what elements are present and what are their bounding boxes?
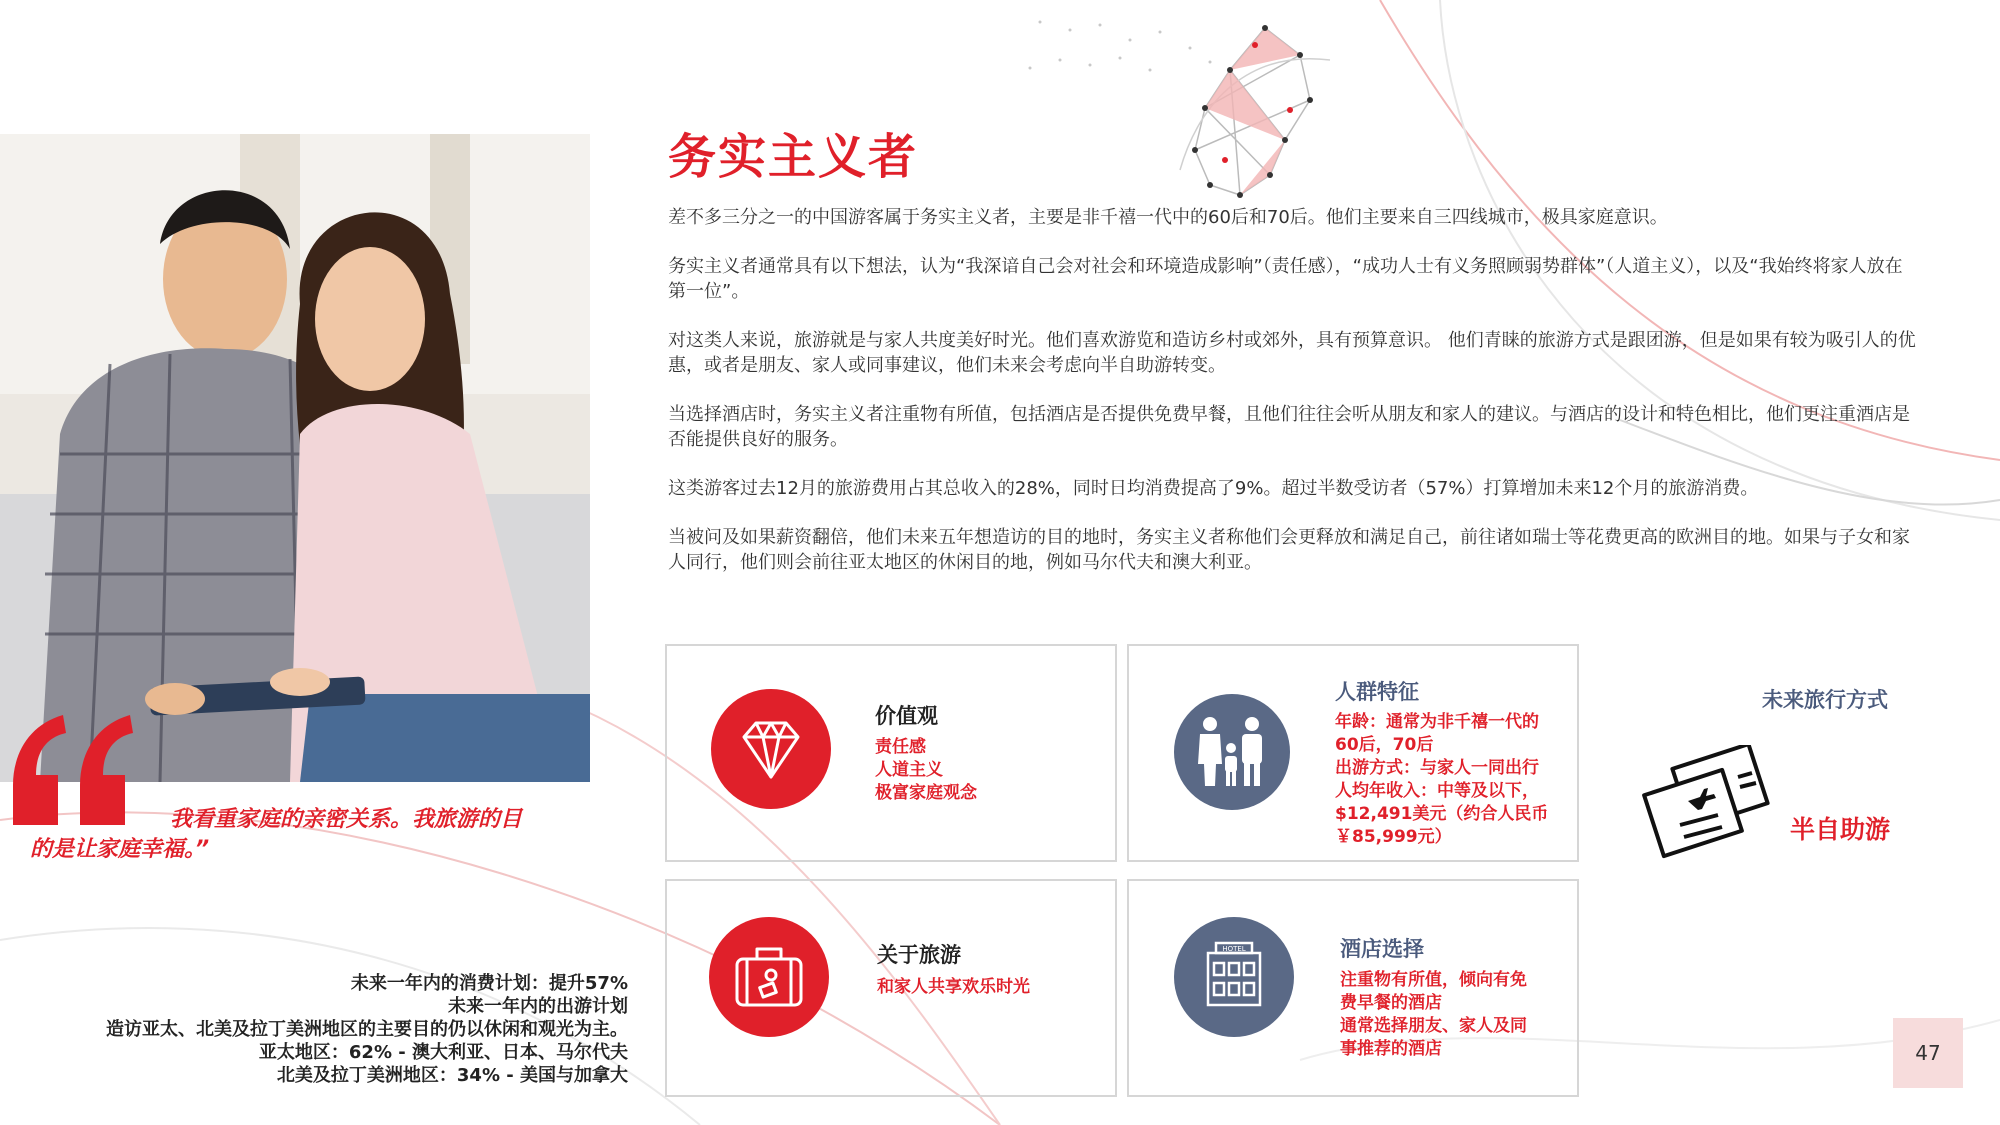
stats-line: 北美及拉丁美洲地区：34% - 美国与加拿大: [276, 1065, 628, 1086]
demographics-icon-circle: [1174, 694, 1290, 810]
diamond-icon: [711, 689, 831, 809]
demographics-item: 60后，70后: [1335, 735, 1434, 755]
demographics-item: 年龄：通常为非千禧一代的: [1335, 712, 1539, 732]
values-card: [665, 644, 1117, 862]
demographics-item: $12,491美元（约合人民币: [1335, 804, 1549, 824]
hotel-card: [1127, 879, 1579, 1097]
hotel-icon: [1174, 917, 1294, 1037]
hotel-title: 酒店选择: [1340, 937, 1424, 961]
travel-icon-circle: [709, 917, 829, 1037]
stats-line: 未来一年内的消费计划：提升57%: [350, 973, 628, 994]
travel-title: 关于旅游: [877, 943, 961, 967]
values-icon-circle: [711, 689, 831, 809]
hotel-item: 事推荐的酒店: [1340, 1039, 1442, 1059]
hotel-item: 费早餐的酒店: [1340, 993, 1442, 1013]
tickets-icon: [1640, 745, 1780, 875]
quote-line-1: 我看重家庭的亲密关系。我旅游的目: [170, 807, 523, 832]
page-title: 务实主义者: [668, 129, 919, 185]
paragraph: 当被问及如果薪资翻倍，他们未来五年想造访的目的地时，务实主义者称他们会更释放和满足自己，前往诸如瑞士等花费更高的欧洲目的地。如果与子女和家人同行，他们则会前往亚太地区的休闲目的地，例如马尔代夫和澳大利亚。: [668, 527, 1910, 573]
couple-photo: [0, 134, 590, 782]
demographics-card: [1127, 644, 1579, 862]
travel-stats: [0, 972, 628, 1087]
travel-card: [665, 879, 1117, 1097]
paragraph: 差不多三分之一的中国游客属于务实主义者，主要是非千禧一代中的60后和70后。他们主要来自三四线城市，极具家庭意识。: [668, 207, 1668, 228]
hotel-icon-circle: [1174, 917, 1294, 1037]
paragraph: 对这类人来说，旅游就是与家人共度美好时光。他们喜欢游览和造访乡村或郊外，具有预算意识。 他们青睐的旅游方式是跟团游，但是如果有较为吸引人的优惠，或者是朋友、家人或同事建议，他们未来会考虑向半自助游转变。: [668, 330, 1916, 376]
future-travel-title: 未来旅行方式: [1762, 688, 1888, 712]
future-travel-mode: 半自助游: [1790, 815, 1891, 844]
stats-line: 造访亚太、北美及拉丁美洲地区的主要目的仍以休闲和观光为主。: [106, 1019, 628, 1040]
hotel-sign: HOTEL: [1222, 945, 1246, 953]
travel-item: 和家人共享欢乐时光: [877, 977, 1030, 997]
values-item: 责任感: [875, 737, 926, 757]
travel-list: [877, 976, 1030, 999]
paragraph: 务实主义者通常具有以下想法，认为“我深谙自己会对社会和环境造成影响”（责任感），“成功人士有义务照顾弱势群体”（人道主义），以及“我始终将家人放在第一位”。: [668, 256, 1903, 302]
stats-line: 亚太地区：62% - 澳大利亚、日本、马尔代夫: [258, 1042, 628, 1063]
stats-line: 未来一年内的出游计划: [448, 996, 628, 1017]
page-number: 47: [1893, 1018, 1963, 1088]
demographics-item: 出游方式：与家人一同出行: [1335, 758, 1539, 778]
demographics-item: 人均年收入：中等及以下，: [1335, 781, 1539, 801]
paragraph: 当选择酒店时，务实主义者注重物有所值，包括酒店是否提供免费早餐，且他们往往会听从朋友和家人的建议。与酒店的设计和特色相比，他们更注重酒店是否能提供良好的服务。: [668, 404, 1910, 450]
demographics-list: [1335, 711, 1548, 849]
family-icon: [1174, 694, 1290, 810]
values-list: [875, 736, 977, 805]
hotel-list: [1340, 969, 1527, 1061]
paragraph: 这类游客过去12月的旅游费用占其总收入的28%，同时日均消费提高了9%。超过半数受访者（57%）打算增加未来12个月的旅游消费。: [668, 478, 1759, 499]
values-item: 人道主义: [875, 760, 943, 780]
values-title: 价值观: [875, 704, 938, 728]
demographics-item: ￥85,999元）: [1335, 827, 1452, 847]
suitcase-icon: [709, 917, 829, 1037]
demographics-title: 人群特征: [1335, 680, 1419, 704]
quote-text: [30, 805, 590, 865]
values-item: 极富家庭观念: [875, 783, 977, 803]
body-text: [668, 205, 1918, 599]
hotel-item: 注重物有所值，倾向有免: [1340, 970, 1527, 990]
hotel-item: 通常选择朋友、家人及同: [1340, 1016, 1527, 1036]
quote-line-2: 的是让家庭幸福。”: [30, 837, 210, 862]
